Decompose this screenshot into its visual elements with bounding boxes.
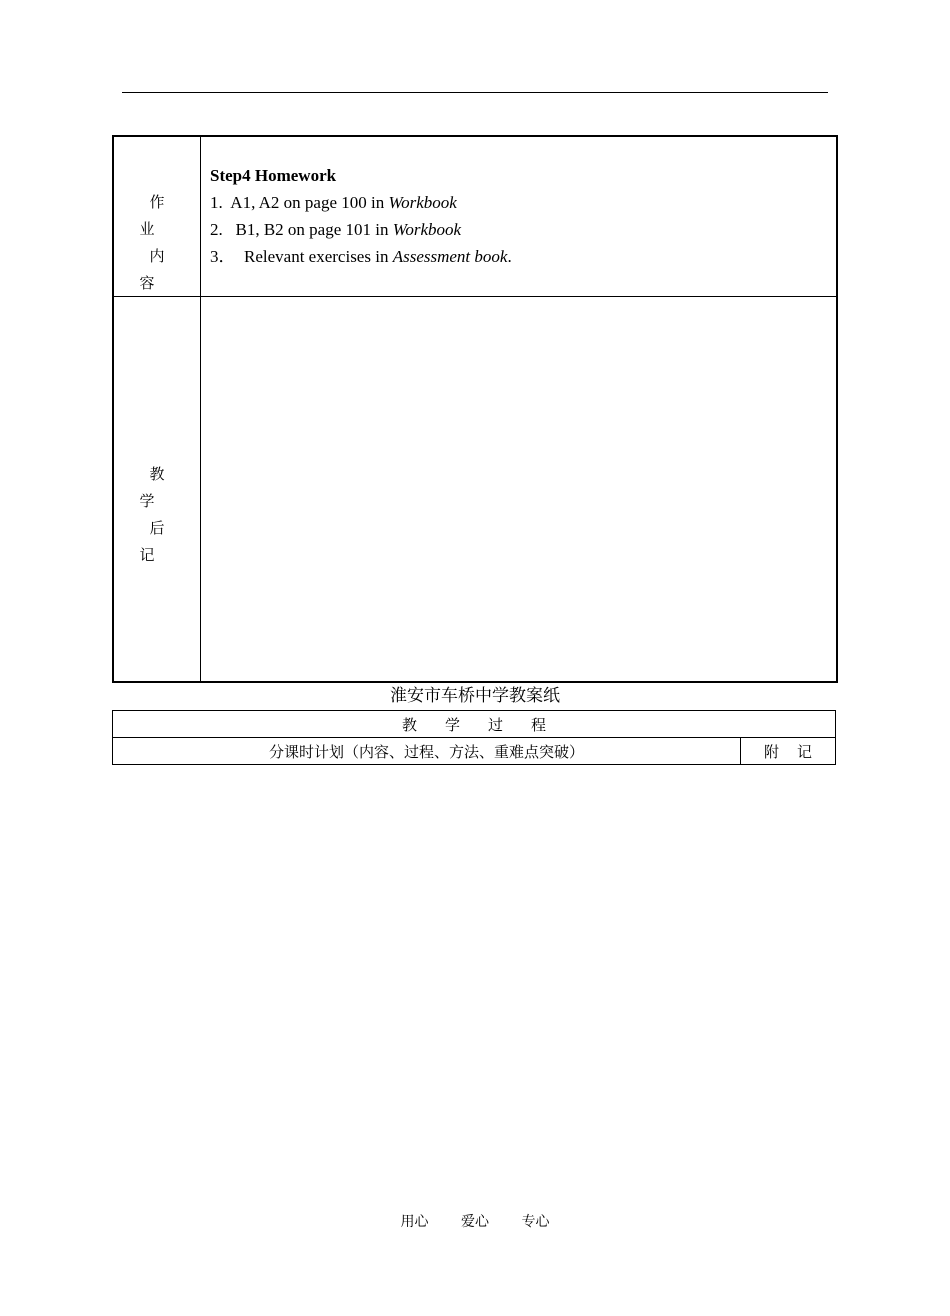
school-title: 淮安市车桥中学教案纸 bbox=[390, 686, 560, 706]
footer-item-1: 用心 bbox=[400, 1214, 429, 1230]
appendix-label: 附记 bbox=[741, 738, 836, 765]
footer bbox=[0, 1212, 950, 1232]
homework-item-3-text: 3． Relevant exercises in bbox=[210, 247, 393, 266]
homework-item-2-text: 2. B1, B2 on page 101 in bbox=[210, 220, 393, 239]
homework-item-1-book: Workbook bbox=[388, 193, 457, 212]
homework-title: Step4 Homework bbox=[210, 166, 337, 185]
teaching-notes-label-line2: 后 记 bbox=[139, 519, 185, 564]
plan-label: 分课时计划（内容、过程、方法、重难点突破） bbox=[113, 738, 741, 765]
homework-item-3-book: Assessment book bbox=[392, 247, 508, 266]
homework-content bbox=[210, 162, 512, 270]
homework-label-line1: 作 业 bbox=[139, 193, 185, 238]
teaching-notes-label bbox=[114, 461, 200, 569]
footer-item-2: 爱心 bbox=[461, 1214, 489, 1230]
process-header: 教学过程 bbox=[113, 711, 836, 738]
process-label-row bbox=[113, 738, 836, 765]
homework-label-line2: 内 容 bbox=[139, 247, 185, 292]
header-rule bbox=[122, 92, 828, 93]
homework-item-2 bbox=[210, 216, 512, 243]
homework-label bbox=[114, 189, 200, 297]
homework-item-1-text: 1. A1, A2 on page 100 in bbox=[210, 193, 389, 212]
lesson-box bbox=[112, 135, 838, 683]
footer-item-3: 专心 bbox=[521, 1214, 550, 1230]
homework-item-3-suffix: . bbox=[507, 247, 512, 266]
process-table bbox=[112, 710, 836, 765]
process-header-row bbox=[113, 711, 836, 738]
homework-item-2-book: Workbook bbox=[392, 220, 462, 239]
teaching-notes-label-line1: 教 学 bbox=[139, 465, 185, 510]
homework-item-1 bbox=[210, 189, 512, 216]
homework-row bbox=[114, 137, 836, 297]
teaching-notes-row bbox=[114, 297, 836, 681]
homework-item-3 bbox=[210, 243, 512, 270]
